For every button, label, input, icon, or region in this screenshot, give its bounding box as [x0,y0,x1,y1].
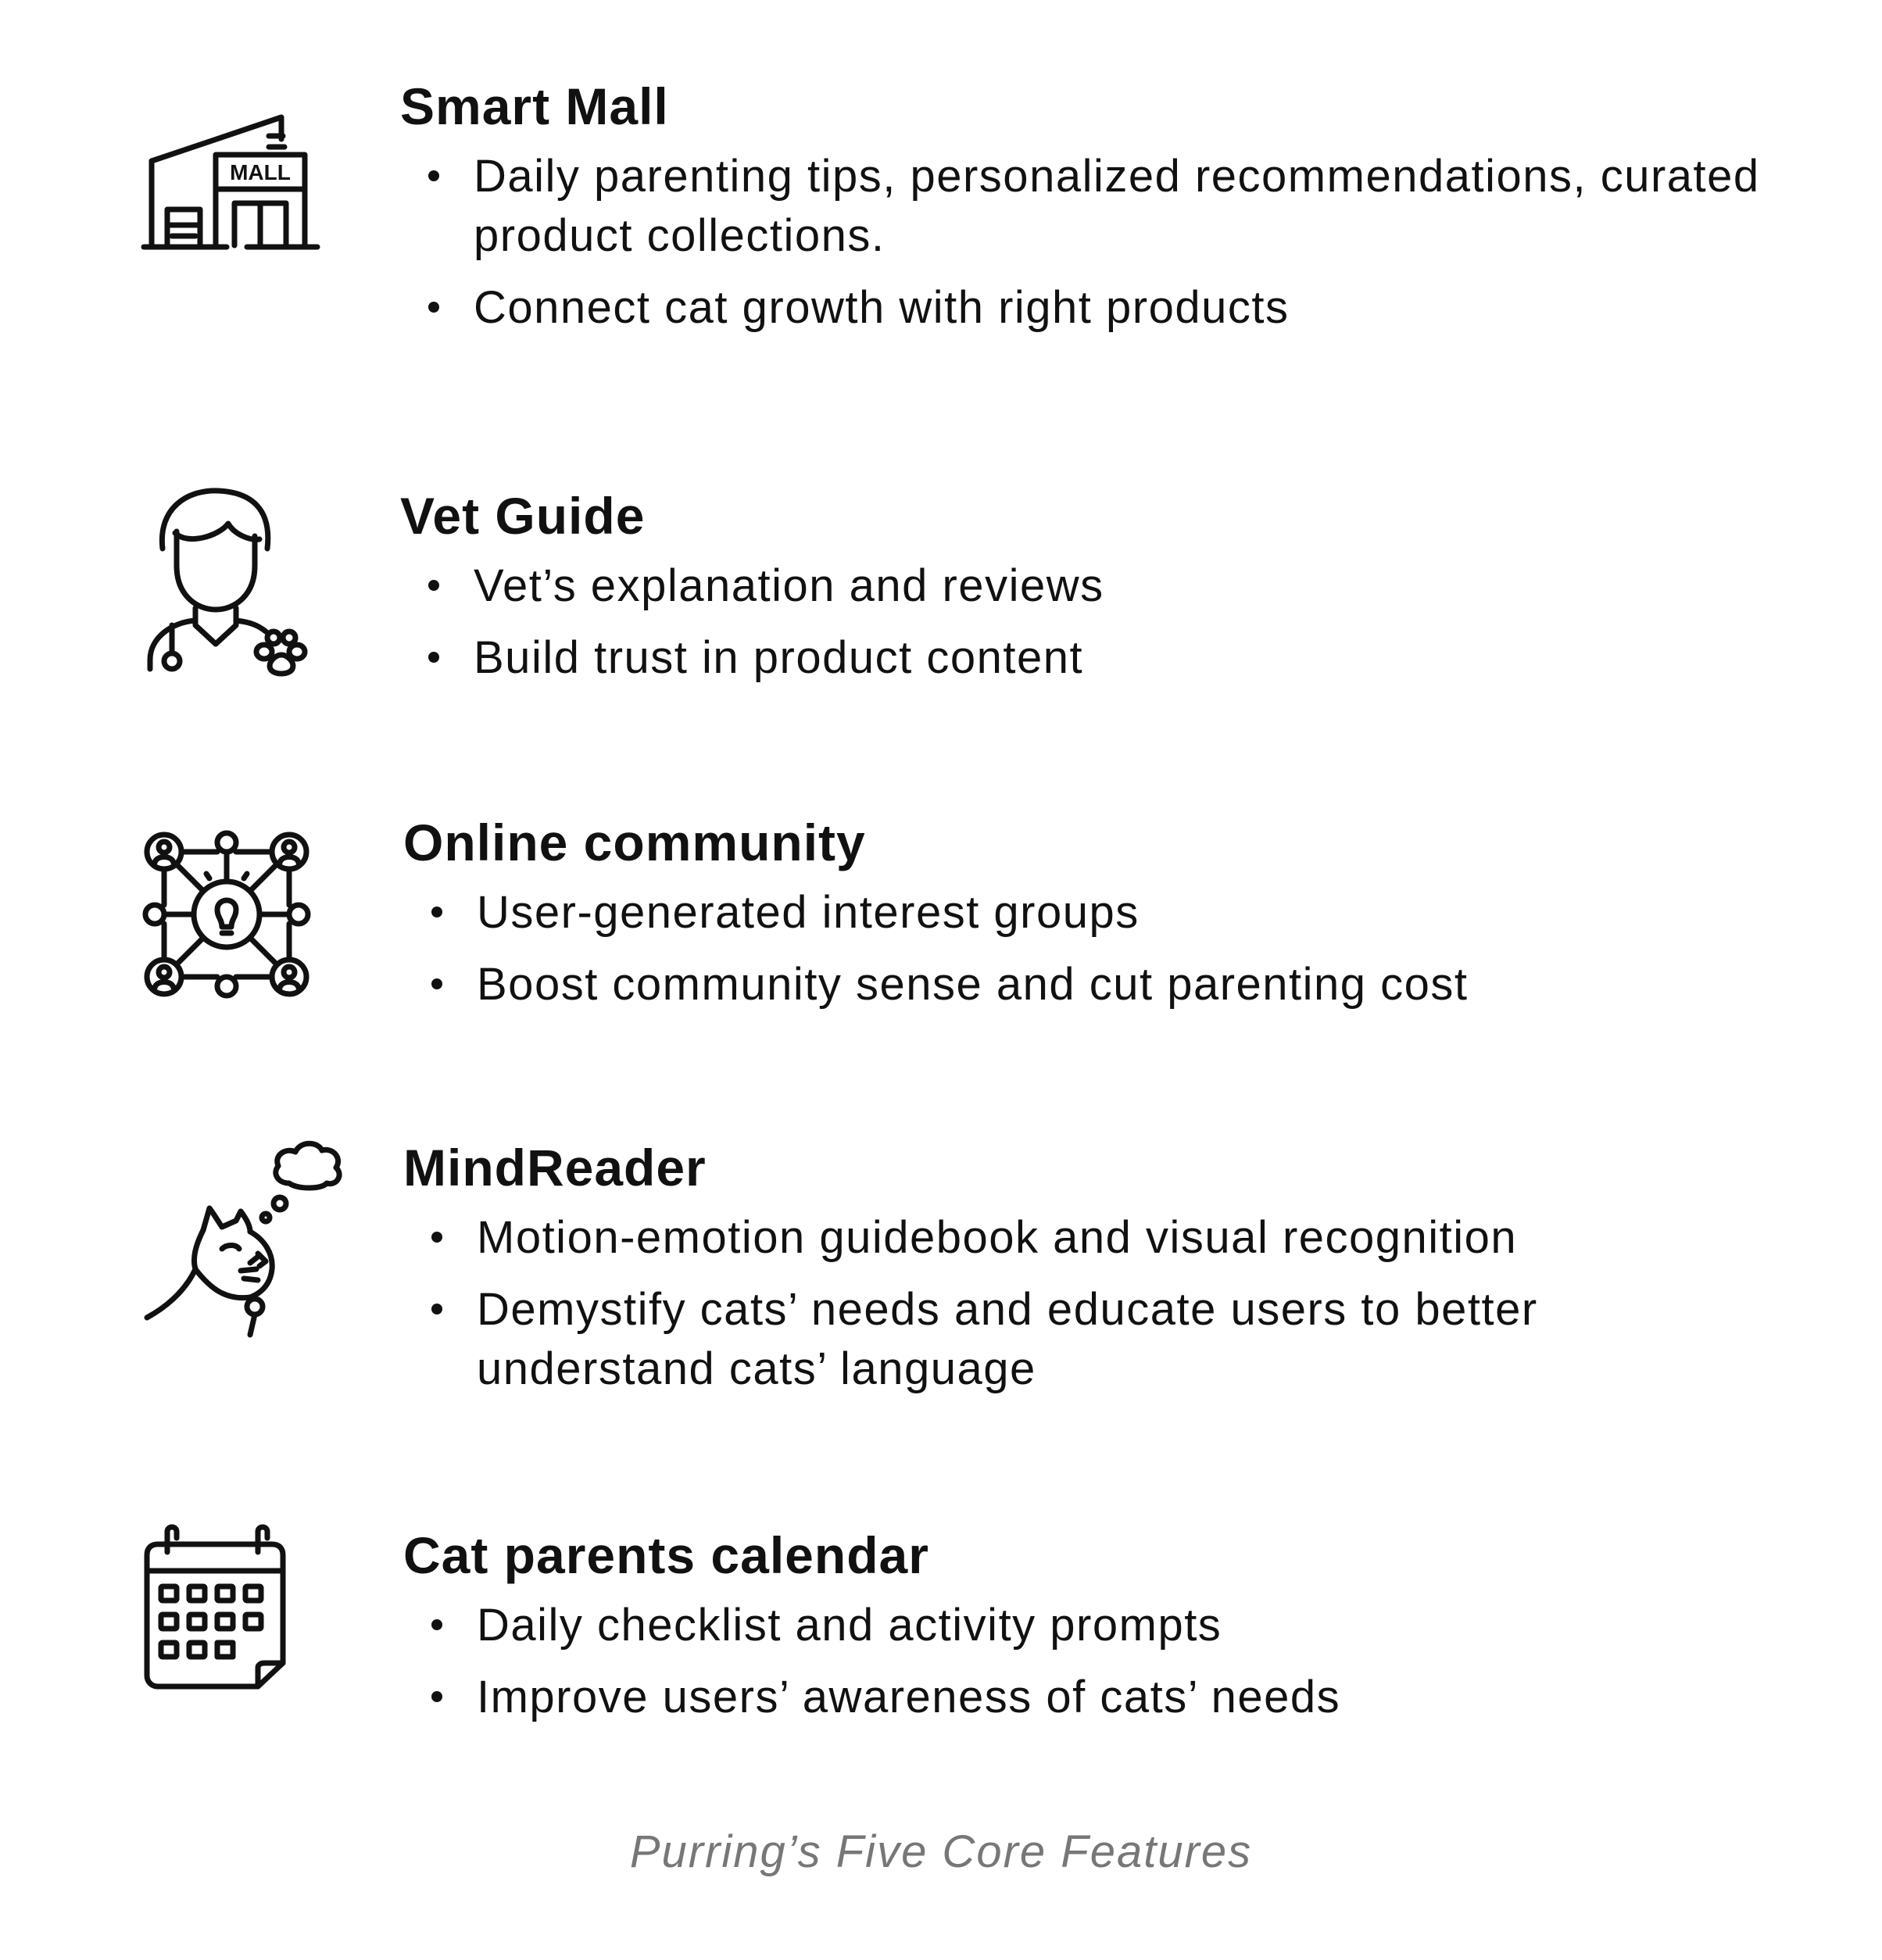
calendar-icon [141,1524,289,1688]
feature-bullets [403,883,1826,1014]
feature-title: Cat parents calendar [403,1526,929,1584]
list-item: Demystify cats’ needs and educate users to better understand cats’ language [403,1280,1571,1399]
list-item: Boost community sense and cut parenting cost [403,955,1826,1014]
list-item: Vet’s explanation and reviews [400,556,1823,616]
list-item: Daily checklist and activity prompts [403,1596,1826,1655]
feature-text [403,1136,1826,1411]
feature-text [403,811,1826,1027]
list-item: Build trust in product content [400,628,1823,688]
feature-bullets [400,556,1823,688]
svg-text:MALL: MALL [230,160,291,184]
feature-title: Vet Guide [400,487,646,545]
list-item: User-generated interest groups [403,883,1826,942]
thinking-cat-icon [141,1136,344,1347]
feature-text [403,1524,1826,1740]
list-item: Daily parenting tips, personalized recommendations, curated product collections. [400,147,1823,266]
feature-text [400,485,1823,700]
feature-title: MindReader [403,1139,707,1196]
list-item: Connect cat growth with right products [400,278,1823,338]
mall-building-icon [141,106,320,263]
feature-bullets [403,1596,1826,1727]
feature-title: Online community [403,814,866,871]
community-network-icon [141,828,313,1000]
list-item: Motion-emotion guidebook and visual recognition [403,1208,1826,1268]
feature-bullets [403,1208,1826,1399]
figure-caption: Purring’s Five Core Features [629,1826,1253,1877]
vet-with-paw-icon [141,485,313,680]
feature-text [400,75,1823,350]
feature-bullets [400,147,1823,338]
list-item: Improve users’ awareness of cats’ needs [403,1668,1826,1727]
feature-title: Smart Mall [400,77,669,135]
